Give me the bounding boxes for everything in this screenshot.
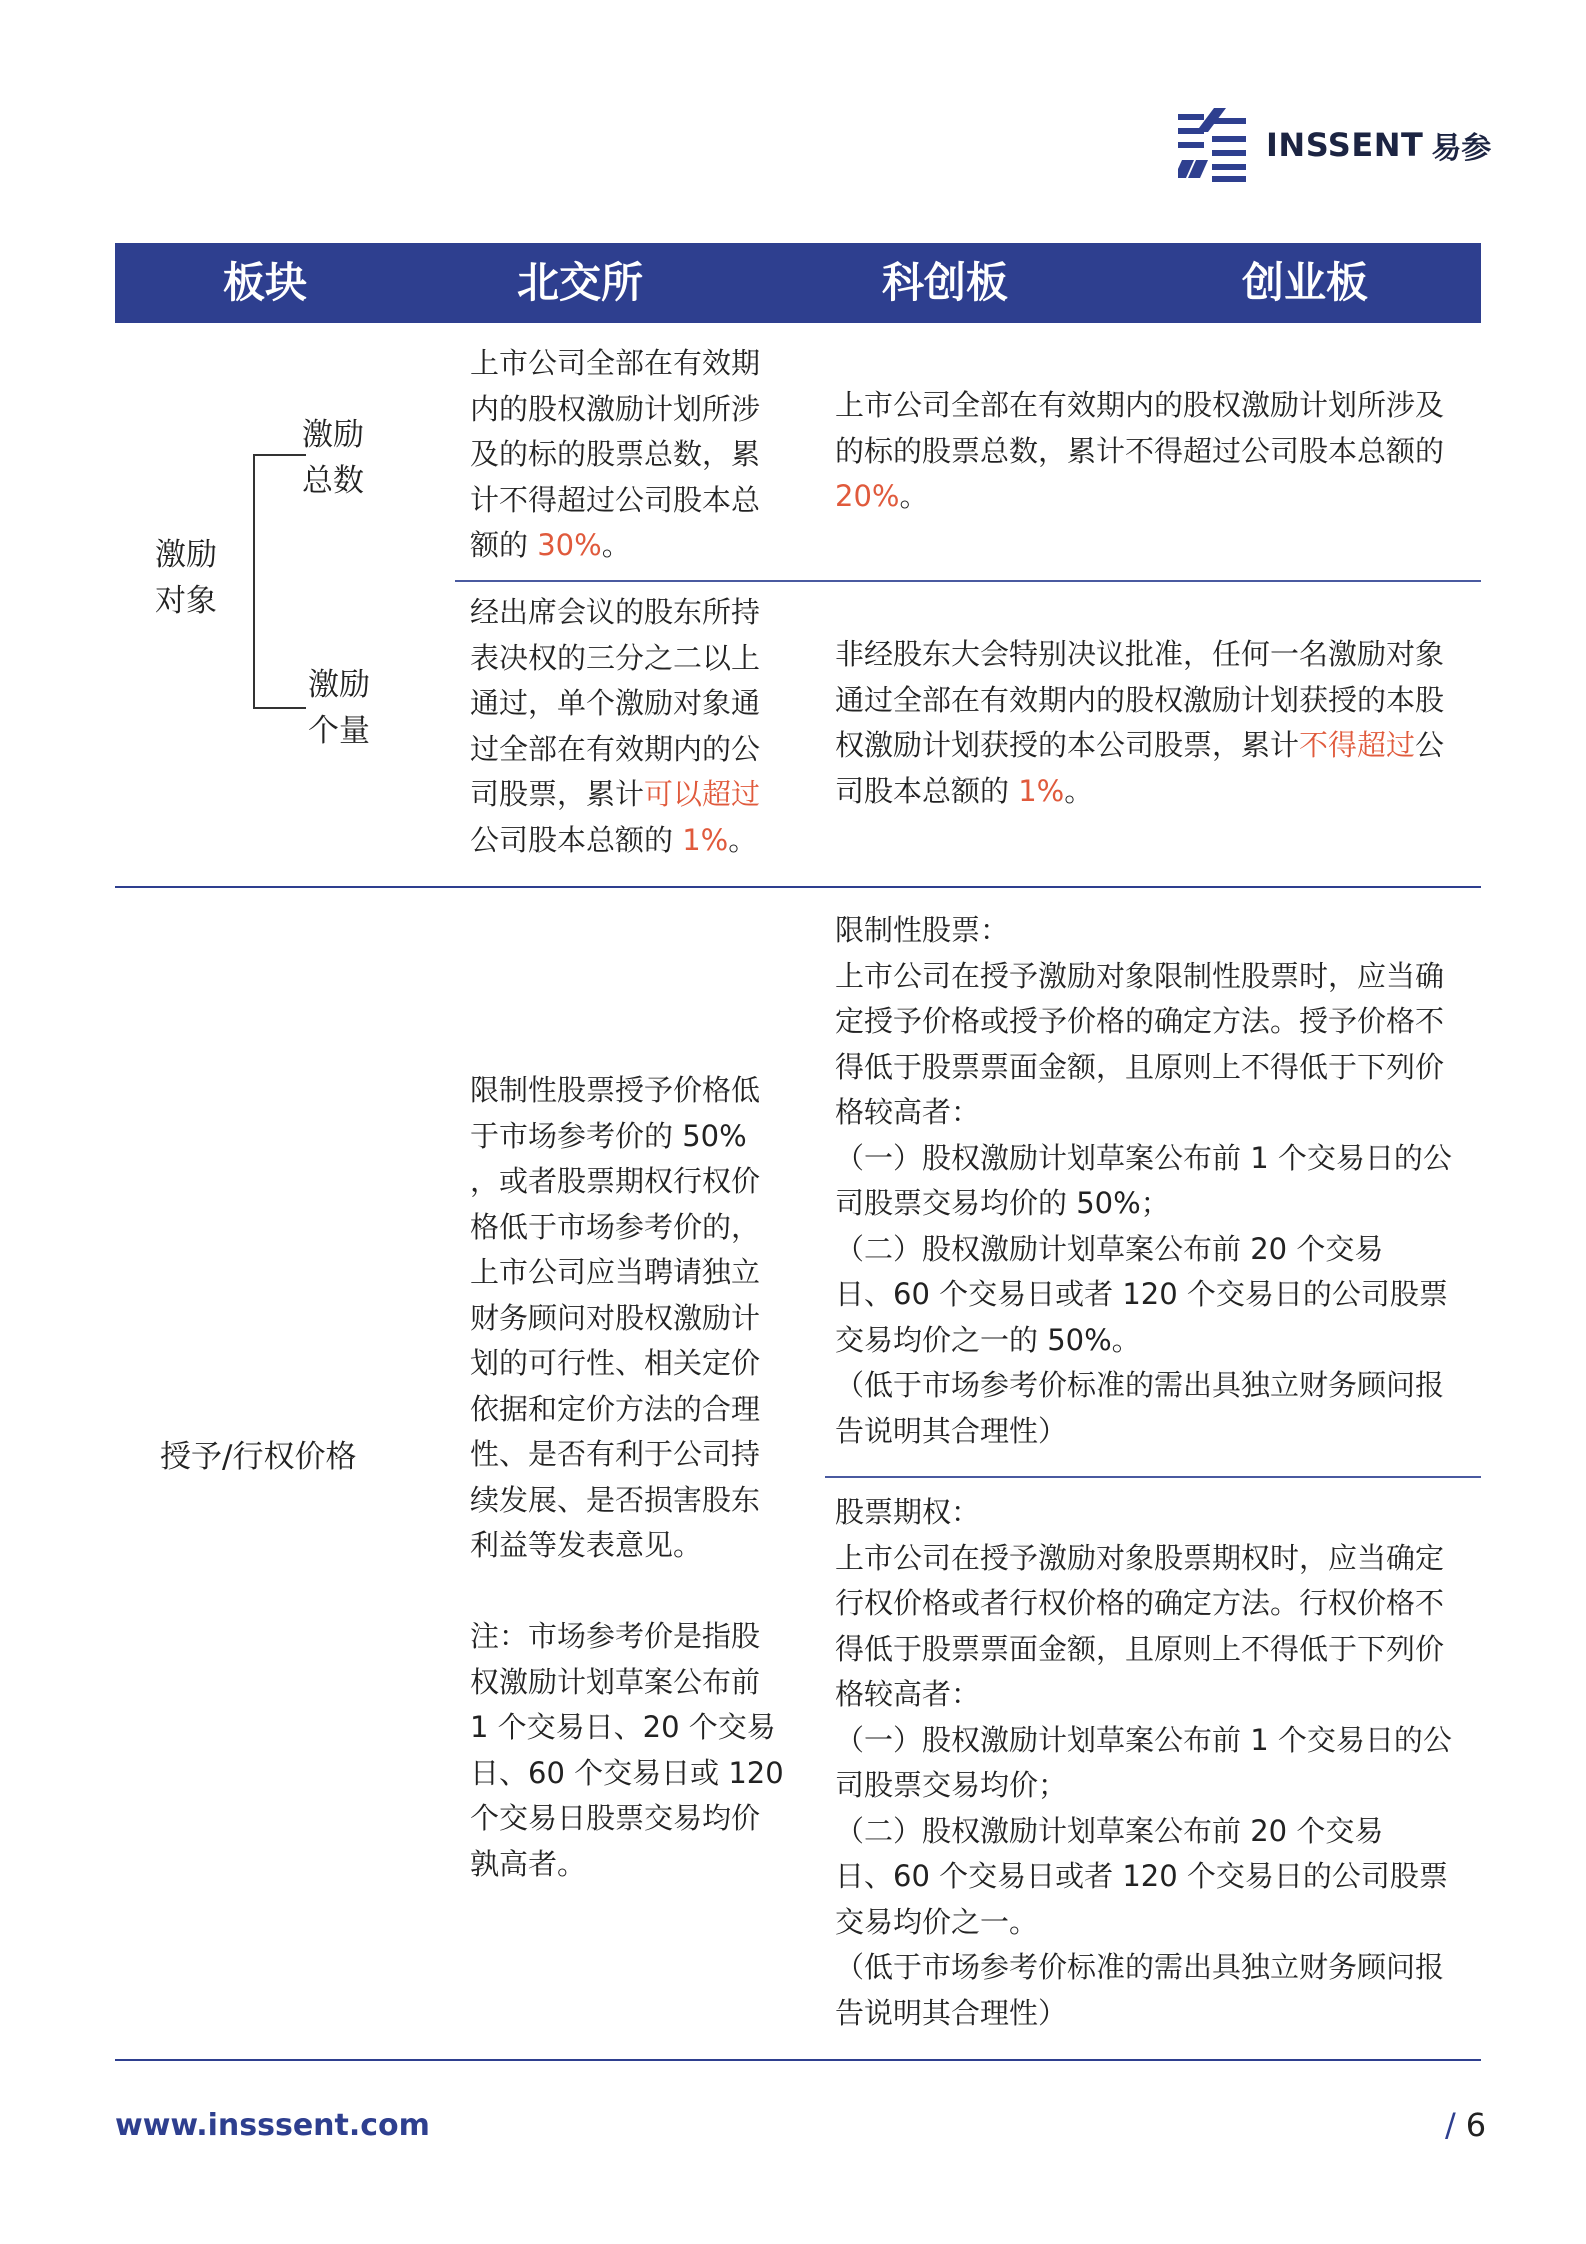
text-line: 告说明其合理性） <box>835 1413 1068 1448</box>
text-line: 司股票交易均价的 50%； <box>835 1186 1170 1220</box>
bse-total-limit: 30% <box>537 528 602 562</box>
row-divider <box>455 580 1481 582</box>
text-line: 司股票交易均价； <box>835 1768 1068 1802</box>
bse-individual-limit: 1% <box>682 822 729 857</box>
bse-total-text: 上市公司全部在有效期 内的股权激励计划所涉 及的标的股票总数，累 计不得超过公司股本总 额的 30%。 <box>470 346 761 562</box>
brand-logo <box>1178 108 1491 182</box>
text-line: 个交易日股票交易均价 <box>470 1801 761 1835</box>
text-line: 格较高者： <box>835 1095 981 1129</box>
header-sector: 板块 <box>222 258 307 307</box>
text-line: 格低于市场参考价的， <box>470 1209 761 1244</box>
header-bse: 北交所 <box>516 258 643 307</box>
text-line: 行权价格或者行权价格的确定方法。行权价格不 <box>835 1586 1445 1620</box>
star-restricted-stock-text <box>835 908 1452 1454</box>
text-line: 上市公司在授予激励对象限制性股票时，应当确 <box>835 958 1445 993</box>
star-individual-limit: 1% <box>1018 773 1065 808</box>
footer-url[interactable]: www.insssent.com <box>115 2108 430 2143</box>
text-line: （低于市场参考价标准的需出具独立财务顾问报 <box>835 1368 1445 1402</box>
text-line: 上市公司应当聘请独立 <box>470 1255 761 1289</box>
insssent-logo-icon <box>1178 108 1246 182</box>
table-header <box>115 243 1481 323</box>
star-individual-not-exceed: 不得超过 <box>1299 728 1416 762</box>
text-line: 性、是否有利于公司持 <box>470 1437 761 1471</box>
text-line: 日、60 个交易日或者 120 个交易日的公司股票 <box>835 1277 1448 1311</box>
text-line: 续发展、是否损害股东 <box>470 1482 761 1517</box>
text-line: （二）股权激励计划草案公布前 20 个交易 <box>835 1231 1384 1266</box>
text-line: 注：市场参考价是指股 <box>470 1619 761 1653</box>
text-line: 得低于股票票面金额，且原则上不得低于下列价 <box>835 1049 1445 1084</box>
text-line: ，或者股票期权行权价 <box>470 1164 761 1198</box>
text-line: 定授予价格或授予价格的确定方法。授予价格不 <box>835 1004 1445 1038</box>
label-grant-price: 授予/行权价格 <box>160 1439 357 1475</box>
text-line: 限制性股票： <box>835 913 1010 947</box>
text-line: 依据和定价方法的合理 <box>470 1391 761 1426</box>
bse-price-text <box>470 1068 784 1887</box>
header-star: 科创板 <box>881 258 1008 307</box>
subrow-divider <box>825 1476 1481 1478</box>
text-line: 得低于股票票面金额，且原则上不得低于下列价 <box>835 1631 1445 1666</box>
section-divider <box>115 886 1481 888</box>
text-line: 日、60 个交易日或者 120 个交易日的公司股票 <box>835 1859 1448 1893</box>
text-line: （一）股权激励计划草案公布前 1 个交易日的公 <box>835 1722 1452 1757</box>
text-line: （二）股权激励计划草案公布前 20 个交易 <box>835 1813 1384 1848</box>
text-line: 利益等发表意见。 <box>470 1528 703 1562</box>
text-line: 上市公司在授予激励对象股票期权时，应当确定 <box>835 1540 1445 1575</box>
text-line: 财务顾问对股权激励计 <box>470 1300 761 1335</box>
bracket-connector <box>248 450 308 715</box>
label-incentive-target: 激励 对象 <box>155 537 217 619</box>
text-line: 交易均价之一。 <box>835 1904 1039 1939</box>
star-stock-options-text <box>835 1490 1452 2036</box>
text-line: 格较高者： <box>835 1677 981 1711</box>
text-line: 告说明其合理性） <box>835 1995 1068 2030</box>
text-line: （低于市场参考价标准的需出具独立财务顾问报 <box>835 1950 1445 1984</box>
brand-name-cn: 易参 <box>1431 131 1492 166</box>
text-line: 划的可行性、相关定价 <box>470 1346 761 1380</box>
text-line: 1 个交易日、20 个交易 <box>470 1710 776 1744</box>
star-individual-text: 非经股东大会特别决议批准，任何一名激励对象 通过全部在有效期内的股权激励计划获授的本股 权激励计划获授的本公司股票，累计不得超过公 司股本总额的 1%。 <box>835 637 1445 808</box>
star-total-text: 上市公司全部在有效期内的股权激励计划所涉及 的标的股票总数，累计不得超过公司股本总额的 20%。 <box>835 388 1445 513</box>
text-line: 权激励计划草案公布前 <box>470 1664 761 1699</box>
text-line: 孰高者。 <box>470 1846 587 1881</box>
bse-individual-may-exceed: 可以超过 <box>644 777 761 811</box>
bse-individual-text: 经出席会议的股东所持 表决权的三分之二以上 通过，单个激励对象通 过全部在有效期内的公 司股票，累计可以超过 公司股本总额的 1%。 <box>470 595 761 857</box>
text-line: （一）股权激励计划草案公布前 1 个交易日的公 <box>835 1140 1452 1175</box>
label-incentive-individual: 激励 个量 <box>308 667 370 749</box>
star-total-limit: 20% <box>835 479 900 513</box>
text-line: 于市场参考价的 50% <box>470 1118 747 1153</box>
brand-name: INSSENT <box>1266 126 1424 164</box>
text-line: 限制性股票授予价格低 <box>470 1073 761 1107</box>
text-line: 日、60 个交易日或 120 <box>470 1755 784 1790</box>
label-incentive-total: 激励 总数 <box>302 417 364 499</box>
text-line: 股票期权： <box>835 1495 981 1529</box>
table-bottom-border <box>115 2059 1481 2061</box>
page-number: / 6 <box>1445 2106 1487 2144</box>
header-chinext: 创业板 <box>1241 258 1368 307</box>
text-line <box>470 1569 784 1615</box>
text-line: 交易均价之一的 50%。 <box>835 1322 1141 1357</box>
